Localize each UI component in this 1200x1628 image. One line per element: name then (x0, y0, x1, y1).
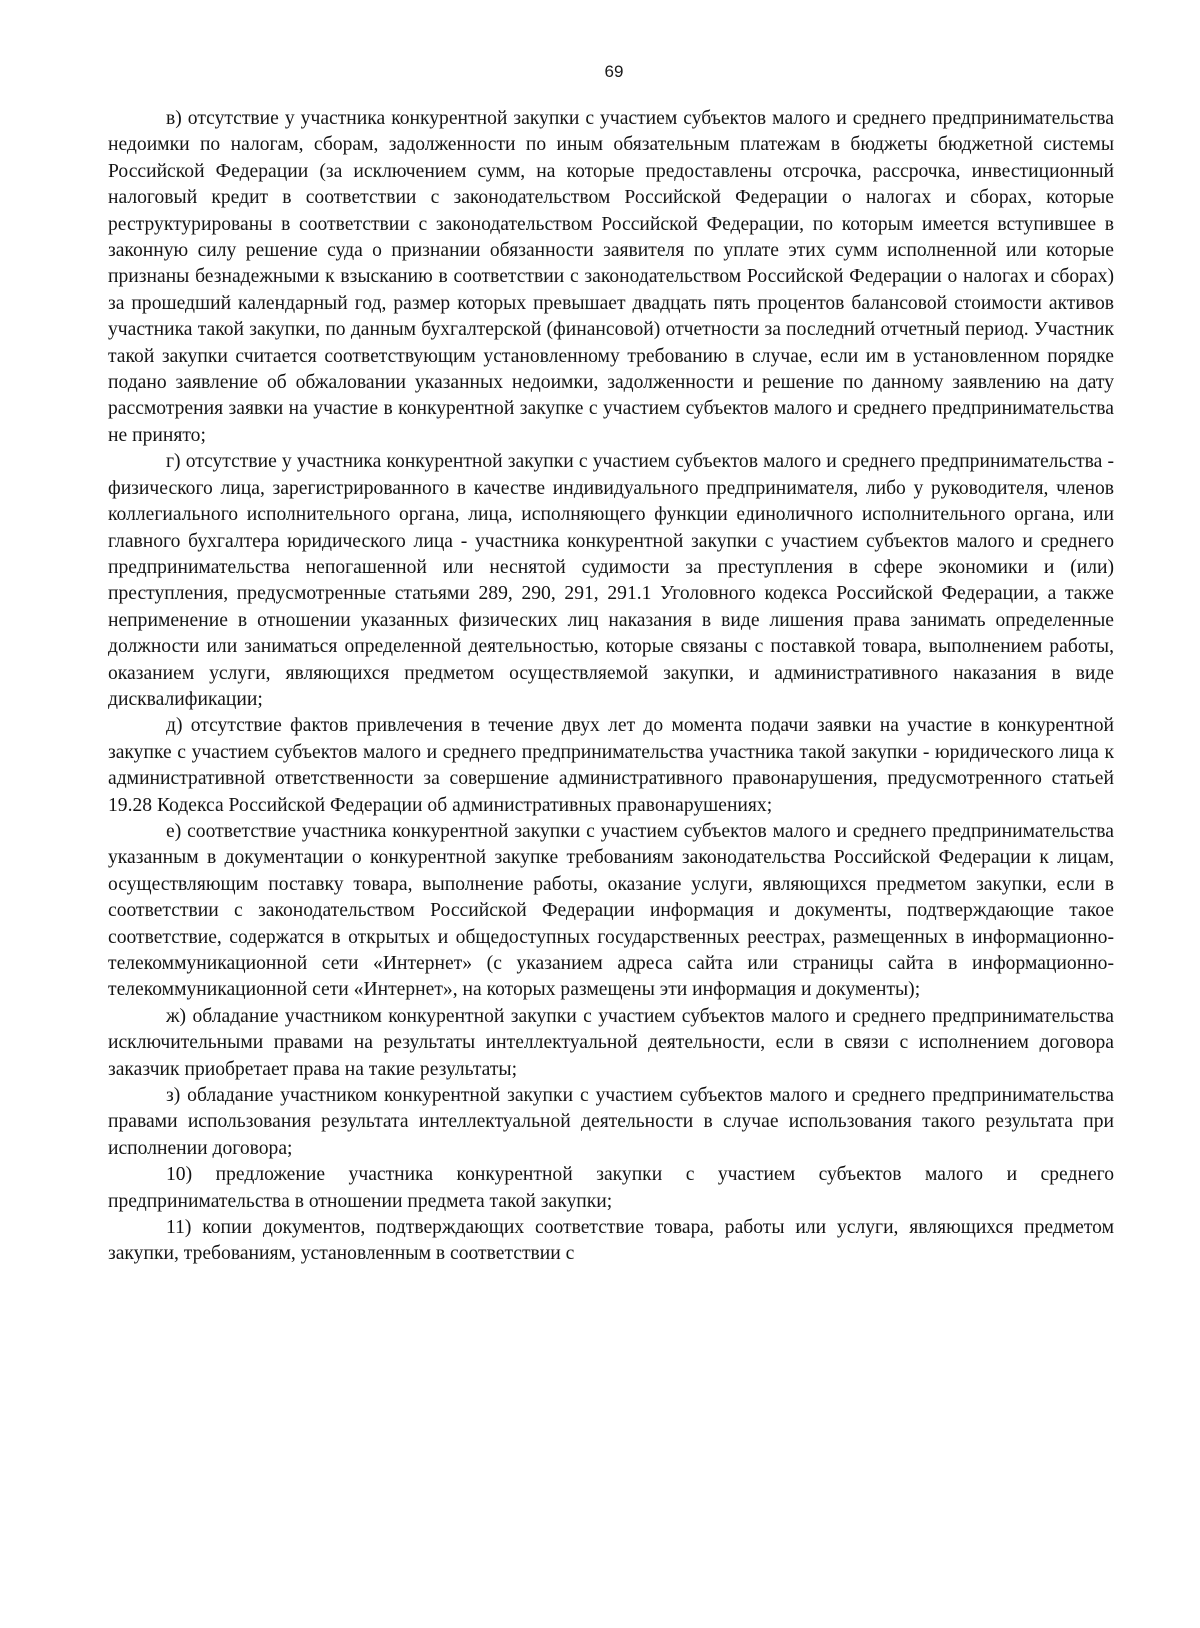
paragraph-d-administrative-liability: д) отсутствие фактов привлечения в течение двух лет до момента подачи заявки на участие в конкурентной закупке с участием субъектов малого и среднего предпринимательства участника такой закупки - юридического лица к административной ответственности за совершение административного правонарушения, предусмотренного статьей 19.28 Кодекса Российской Федерации об административных правонарушениях; (108, 715, 1114, 816)
page-number: 69 (604, 62, 624, 81)
paragraph-z-usage-rights: з) обладание участником конкурентной закупки с участием субъектов малого и среднего предпринимательства правами использования результата интеллектуальной деятельности в случае использования такого результата при исполнении договора; (108, 1085, 1114, 1159)
paragraph-zh-exclusive-rights: ж) обладание участником конкурентной закупки с участием субъектов малого и среднего предпринимательства исключительными правами на результаты интеллектуальной деятельности, если в связи с исполнением договора заказчик приобретает права на такие результаты; (108, 1005, 1114, 1080)
paragraph-10-participant-offer: 10) предложение участника конкурентной закупки с участием субъектов малого и среднего предпринимательства в отношении предмета такой закупки; (108, 1164, 1114, 1212)
paragraph-g-criminal-record: г) отсутствие у участника конкурентной закупки с участием субъектов малого и среднего предпринимательства - физического лица, зарегистрированного в качестве индивидуального предпринимателя, либо у руководителя, членов коллегиального исполнительного органа, лица, исполняющего функции единоличного исполнительного органа, или главного бухгалтера юридического лица - участника конкурентной закупки с участием субъектов малого и среднего предпринимательства непогашенной или неснятой судимости за преступления в сфере экономики и (или) преступления, предусмотренные статьями 289, 290, 291, 291.1 Уголовного кодекса Российской Федерации, а также неприменение в отношении указанных физических лиц наказания в виде лишения права занимать определенные должности или заниматься определенной деятельностью, которые связаны с поставкой товара, выполнением работы, оказанием услуги, являющихся предметом осуществляемой закупки, и административного наказания в виде дисквалификации; (108, 451, 1114, 710)
paragraph-e-legal-requirements: е) соответствие участника конкурентной закупки с участием субъектов малого и среднего предпринимательства указанным в документации о конкурентной закупке требованиям законодательства Российской Федерации к лицам, осуществляющим поставку товара, выполнение работы, оказание услуги, являющихся предметом закупки, если в соответствии с законодательством Российской Федерации информация и документы, подтверждающие такое соответствие, содержатся в открытых и общедоступных государственных реестрах, размещенных в информационно-телекоммуникационной сети «Интернет» (с указанием адреса сайта или страницы сайта в информационно-телекоммуникационной сети «Интернет», на которых размещены эти информация и документы); (108, 820, 1114, 1001)
paragraph-v-tax-arrears: в) отсутствие у участника конкурентной закупки с участием субъектов малого и среднего предпринимательства недоимки по налогам, сборам, задолженности по иным обязательным платежам в бюджеты бюджетной системы Российской Федерации (за исключением сумм, на которые предоставлены отсрочка, рассрочка, инвестиционный налоговый кредит в соответствии с законодательством Российской Федерации о налогах и сборах, которые реструктурированы в соответствии с законодательством Российской Федерации, по которым имеется вступившее в законную силу решение суда о признании обязанности заявителя по уплате этих сумм исполненной или которые признаны безнадежными к взысканию в соответствии с законодательством Российской Федерации о налогах и сборах) за прошедший календарный год, размер которых превышает двадцать пять процентов балансовой стоимости активов участника такой закупки, по данным бухгалтерской (финансовой) отчетности за последний отчетный период. Участник такой закупки считается соответствующим установленному требованию в случае, если им в установленном порядке подано заявление об обжаловании указанных недоимки, задолженности и решение по данному заявлению на дату рассмотрения заявки на участие в конкурентной закупке с участием субъектов малого и среднего предпринимательства не принято; (108, 108, 1114, 446)
paragraph-11-document-copies: 11) копии документов, подтверждающих соответствие товара, работы или услуги, являющихся предметом закупки, требованиям, установленным в соответствии с (108, 1217, 1114, 1265)
document-body (108, 106, 1114, 1268)
